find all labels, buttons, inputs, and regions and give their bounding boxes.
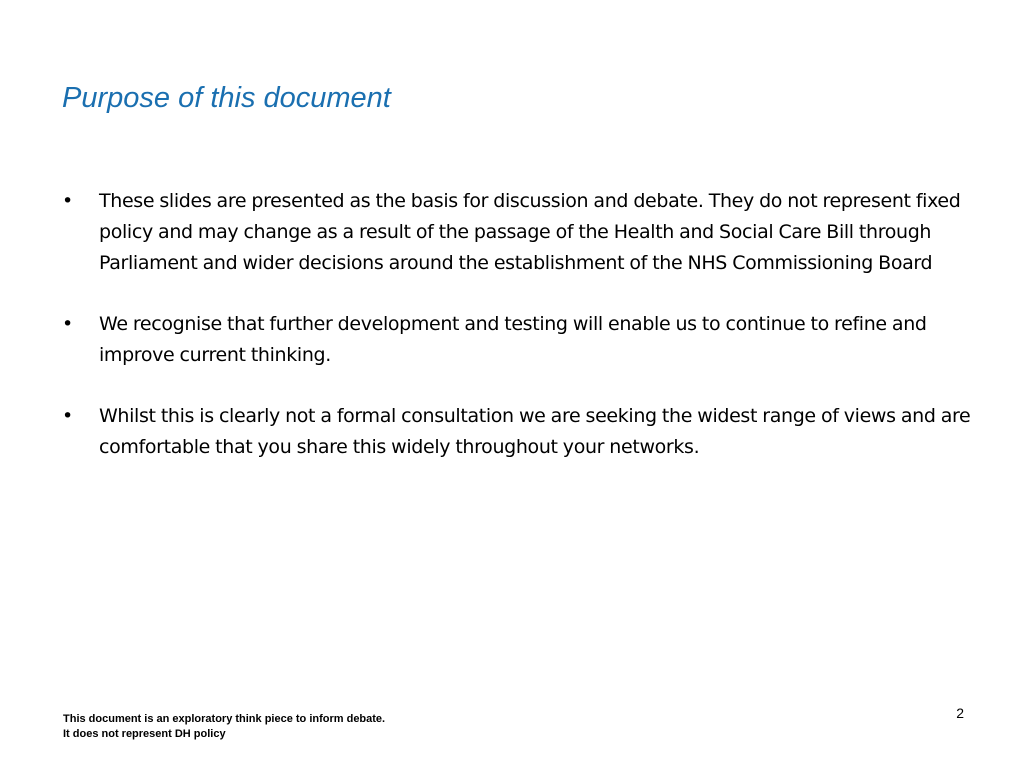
page-number: 2 <box>956 705 964 721</box>
bullet-item <box>62 186 972 279</box>
slide-title: Purpose of this document <box>62 82 391 114</box>
bullet-item <box>62 309 972 371</box>
bullet-text: These slides are presented as the basis for discussion and debate. They do not represent fixed policy and may change as a result of the passage of the Health and Social Care Bill through Parliament and wider decisions around the establishment of the NHS Commissioning Board <box>99 190 961 274</box>
footer-line-2: It does not represent DH policy <box>63 728 226 740</box>
bullet-list <box>62 186 972 463</box>
bullet-text: We recognise that further development and testing will enable us to continue to refine and improve current thinking. <box>99 313 927 366</box>
bullet-icon: • <box>62 405 74 427</box>
bullet-icon: • <box>62 190 74 212</box>
footer-line-1: This document is an exploratory think piece to inform debate. <box>63 713 386 725</box>
bullet-text: Whilst this is clearly not a formal consultation we are seeking the widest range of views and are comfortable that you share this widely throughout your networks. <box>99 405 971 458</box>
bullet-icon: • <box>62 313 74 335</box>
footer-disclaimer <box>63 712 385 742</box>
bullet-item <box>62 401 972 463</box>
